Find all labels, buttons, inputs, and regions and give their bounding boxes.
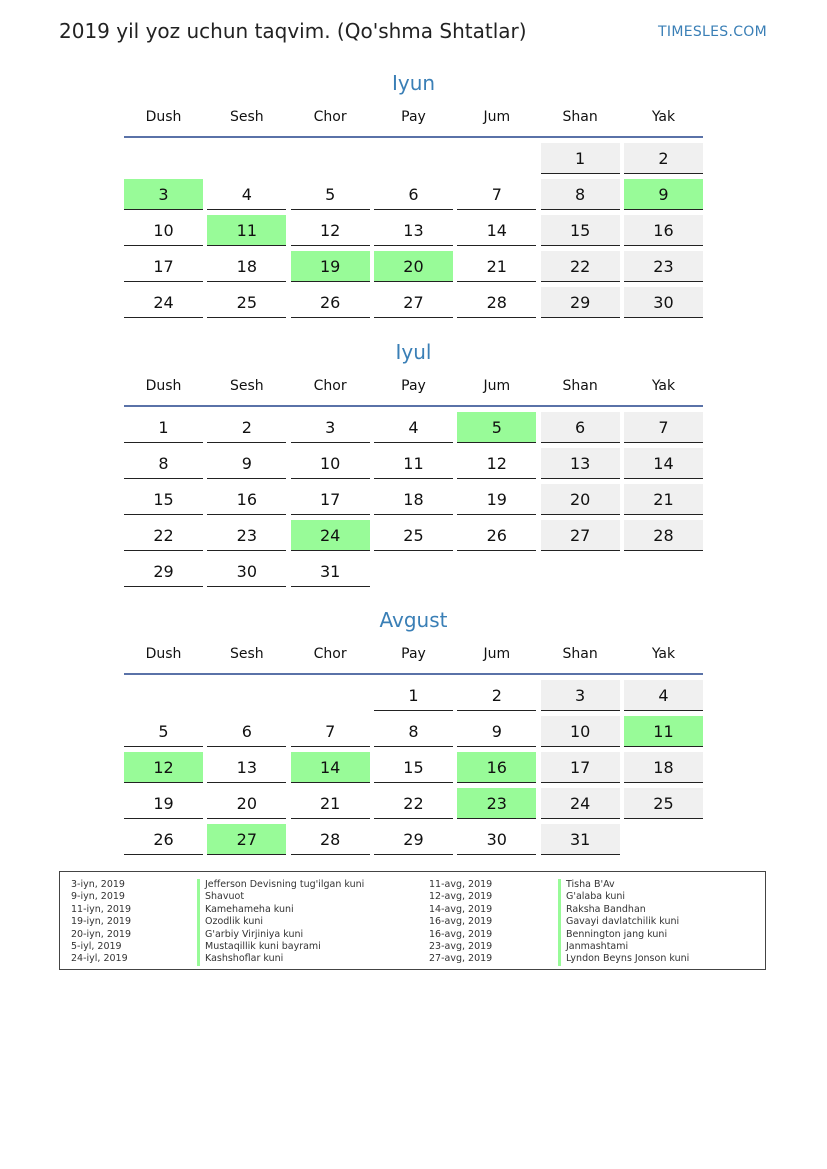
- day-cell: 26: [457, 520, 536, 551]
- month-title: Iyun: [391, 71, 436, 95]
- weekday-label: Shan: [562, 646, 598, 662]
- day-cell: 16: [624, 215, 703, 246]
- day-cell: 13: [207, 752, 286, 783]
- day-cell: 28: [457, 287, 536, 318]
- day-cell: 6: [207, 716, 286, 747]
- legend-holiday-name: Kashshoflar kuni: [205, 953, 284, 965]
- weekday-label: Yak: [651, 378, 676, 394]
- holiday-legend: [59, 871, 766, 970]
- day-cell: 19: [457, 484, 536, 515]
- day-cell: 22: [541, 251, 620, 282]
- legend-holiday-name: G'alaba kuni: [566, 891, 626, 903]
- weekday-label: Yak: [651, 646, 676, 662]
- day-cell: 7: [457, 179, 536, 210]
- day-cell: 16: [207, 484, 286, 515]
- day-cell: 26: [124, 824, 203, 855]
- month-july: [124, 337, 703, 587]
- empty-cell: [291, 680, 370, 711]
- day-cell: 8: [541, 179, 620, 210]
- day-cell: 9: [457, 716, 536, 747]
- weekday-label: Sesh: [229, 109, 264, 125]
- day-cell: 15: [541, 215, 620, 246]
- day-cell: 27: [374, 287, 453, 318]
- day-cell: 1: [541, 143, 620, 174]
- day-cell: 21: [624, 484, 703, 515]
- weekday-header: [124, 367, 703, 407]
- day-cell: 22: [374, 788, 453, 819]
- weekday-label: Jum: [483, 646, 511, 662]
- holiday-day-cell: 16: [457, 752, 536, 783]
- day-cell: 14: [457, 215, 536, 246]
- legend-date: 16-avg, 2019: [429, 928, 493, 940]
- day-cell: 24: [541, 788, 620, 819]
- legend-date: 3-iyn, 2019: [71, 879, 125, 890]
- day-cell: 4: [207, 179, 286, 210]
- day-cell: 1: [374, 680, 453, 711]
- day-cell: 25: [624, 788, 703, 819]
- day-cell: 7: [291, 716, 370, 747]
- brand-link[interactable]: TIMESLES.COM: [658, 24, 767, 40]
- legend-date: 16-avg, 2019: [429, 916, 493, 928]
- empty-cell: [207, 143, 286, 174]
- legend-date: 9-iyn, 2019: [71, 891, 125, 903]
- days-grid: [124, 412, 703, 587]
- legend-holiday-name: Shavuot: [205, 891, 245, 903]
- month-june: [124, 68, 703, 318]
- weekday-label: Dush: [145, 646, 182, 662]
- day-cell: 3: [541, 680, 620, 711]
- holiday-day-cell: 9: [624, 179, 703, 210]
- legend-holiday-name: Tisha B'Av: [566, 879, 615, 890]
- day-cell: 17: [124, 251, 203, 282]
- month-title: Avgust: [379, 608, 448, 632]
- day-cell: 30: [624, 287, 703, 318]
- day-cell: 11: [374, 448, 453, 479]
- day-cell: 10: [541, 716, 620, 747]
- day-cell: 5: [124, 716, 203, 747]
- holiday-day-cell: 20: [374, 251, 453, 282]
- weekday-label: Sesh: [229, 378, 264, 394]
- day-cell: 9: [207, 448, 286, 479]
- weekday-label: Pay: [401, 378, 426, 394]
- day-cell: 29: [374, 824, 453, 855]
- legend-names-right: [566, 879, 689, 966]
- day-cell: 17: [291, 484, 370, 515]
- day-cell: 12: [457, 448, 536, 479]
- day-cell: 13: [541, 448, 620, 479]
- legend-date: 24-iyl, 2019: [71, 953, 128, 965]
- legend-date: 5-iyl, 2019: [71, 940, 122, 952]
- day-cell: 22: [124, 520, 203, 551]
- legend-date: 27-avg, 2019: [429, 953, 493, 965]
- day-cell: 10: [124, 215, 203, 246]
- day-cell: 2: [624, 143, 703, 174]
- legend-holiday-name: Janmashtami: [566, 940, 629, 952]
- weekday-label: Jum: [483, 378, 511, 394]
- day-cell: 20: [207, 788, 286, 819]
- weekday-label: Dush: [145, 109, 182, 125]
- legend-holiday-name: Raksha Bandhan: [566, 903, 646, 915]
- holiday-day-cell: 11: [207, 215, 286, 246]
- legend-holiday-name: Bennington jang kuni: [566, 928, 668, 940]
- day-cell: 5: [291, 179, 370, 210]
- legend-holiday-name: Ozodlik kuni: [205, 916, 263, 928]
- day-cell: 25: [374, 520, 453, 551]
- holiday-day-cell: 23: [457, 788, 536, 819]
- holiday-day-cell: 5: [457, 412, 536, 443]
- holiday-day-cell: 27: [207, 824, 286, 855]
- weekday-label: Sesh: [229, 646, 264, 662]
- day-cell: 23: [207, 520, 286, 551]
- weekday-label: Chor: [313, 109, 347, 125]
- weekday-label: Chor: [313, 646, 347, 662]
- day-cell: 1: [124, 412, 203, 443]
- weekday-label: Shan: [562, 378, 598, 394]
- day-cell: 8: [374, 716, 453, 747]
- day-cell: 8: [124, 448, 203, 479]
- legend-dates-right: [429, 879, 492, 966]
- month-august: [124, 605, 703, 855]
- day-cell: 7: [624, 412, 703, 443]
- day-cell: 15: [124, 484, 203, 515]
- legend-marker-right: [558, 879, 561, 966]
- holiday-day-cell: 14: [291, 752, 370, 783]
- day-cell: 18: [374, 484, 453, 515]
- legend-holiday-name: Lyndon Beyns Jonson kuni: [566, 953, 690, 965]
- legend-date: 23-avg, 2019: [429, 940, 493, 952]
- day-cell: 18: [207, 251, 286, 282]
- day-cell: 10: [291, 448, 370, 479]
- legend-marker-left: [197, 879, 200, 966]
- day-cell: 20: [541, 484, 620, 515]
- legend-date: 14-avg, 2019: [429, 903, 493, 915]
- weekday-label: Chor: [313, 378, 347, 394]
- holiday-day-cell: 12: [124, 752, 203, 783]
- legend-holiday-name: G'arbiy Virjiniya kuni: [205, 928, 304, 940]
- weekday-label: Pay: [401, 646, 426, 662]
- legend-names-left: [205, 879, 364, 966]
- month-title: Iyul: [395, 340, 432, 364]
- day-cell: 17: [541, 752, 620, 783]
- day-cell: 15: [374, 752, 453, 783]
- day-cell: 13: [374, 215, 453, 246]
- legend-date: 12-avg, 2019: [429, 891, 493, 903]
- day-cell: 24: [124, 287, 203, 318]
- day-cell: 31: [291, 556, 370, 587]
- weekday-label: Jum: [483, 109, 511, 125]
- day-cell: 2: [207, 412, 286, 443]
- days-grid: [124, 143, 703, 318]
- holiday-day-cell: 3: [124, 179, 203, 210]
- page-title: 2019 yil yoz uchun taqvim. (Qo'shma Shtatlar): [59, 19, 527, 43]
- holiday-day-cell: 19: [291, 251, 370, 282]
- legend-date: 19-iyn, 2019: [71, 916, 132, 928]
- legend-date: 11-iyn, 2019: [71, 903, 132, 915]
- day-cell: 28: [624, 520, 703, 551]
- day-cell: 28: [291, 824, 370, 855]
- weekday-label: Yak: [651, 109, 676, 125]
- day-cell: 12: [291, 215, 370, 246]
- weekday-header: [124, 635, 703, 675]
- day-cell: 31: [541, 824, 620, 855]
- day-cell: 29: [541, 287, 620, 318]
- weekday-label: Dush: [145, 378, 182, 394]
- day-cell: 14: [624, 448, 703, 479]
- day-cell: 21: [291, 788, 370, 819]
- legend-holiday-name: Kamehameha kuni: [205, 903, 294, 915]
- day-cell: 6: [374, 179, 453, 210]
- legend-holiday-name: Jefferson Devisning tug'ilgan kuni: [205, 879, 365, 890]
- day-cell: 3: [291, 412, 370, 443]
- empty-cell: [374, 143, 453, 174]
- weekday-label: Pay: [401, 109, 426, 125]
- day-cell: 26: [291, 287, 370, 318]
- day-cell: 27: [541, 520, 620, 551]
- day-cell: 4: [374, 412, 453, 443]
- empty-cell: [124, 680, 203, 711]
- day-cell: 2: [457, 680, 536, 711]
- day-cell: 29: [124, 556, 203, 587]
- day-cell: 19: [124, 788, 203, 819]
- day-cell: 23: [624, 251, 703, 282]
- holiday-day-cell: 11: [624, 716, 703, 747]
- empty-cell: [291, 143, 370, 174]
- day-cell: 30: [457, 824, 536, 855]
- legend-date: 11-avg, 2019: [429, 879, 493, 890]
- legend-holiday-name: Mustaqillik kuni bayrami: [205, 940, 321, 952]
- holiday-day-cell: 24: [291, 520, 370, 551]
- day-cell: 18: [624, 752, 703, 783]
- legend-dates-left: [71, 879, 131, 966]
- empty-cell: [124, 143, 203, 174]
- day-cell: 21: [457, 251, 536, 282]
- empty-cell: [207, 680, 286, 711]
- day-cell: 30: [207, 556, 286, 587]
- weekday-header: [124, 98, 703, 138]
- day-cell: 4: [624, 680, 703, 711]
- empty-cell: [457, 143, 536, 174]
- days-grid: [124, 680, 703, 855]
- day-cell: 6: [541, 412, 620, 443]
- legend-holiday-name: Gavayi davlatchilik kuni: [566, 916, 680, 928]
- weekday-label: Shan: [562, 109, 598, 125]
- legend-date: 20-iyn, 2019: [71, 928, 132, 940]
- day-cell: 25: [207, 287, 286, 318]
